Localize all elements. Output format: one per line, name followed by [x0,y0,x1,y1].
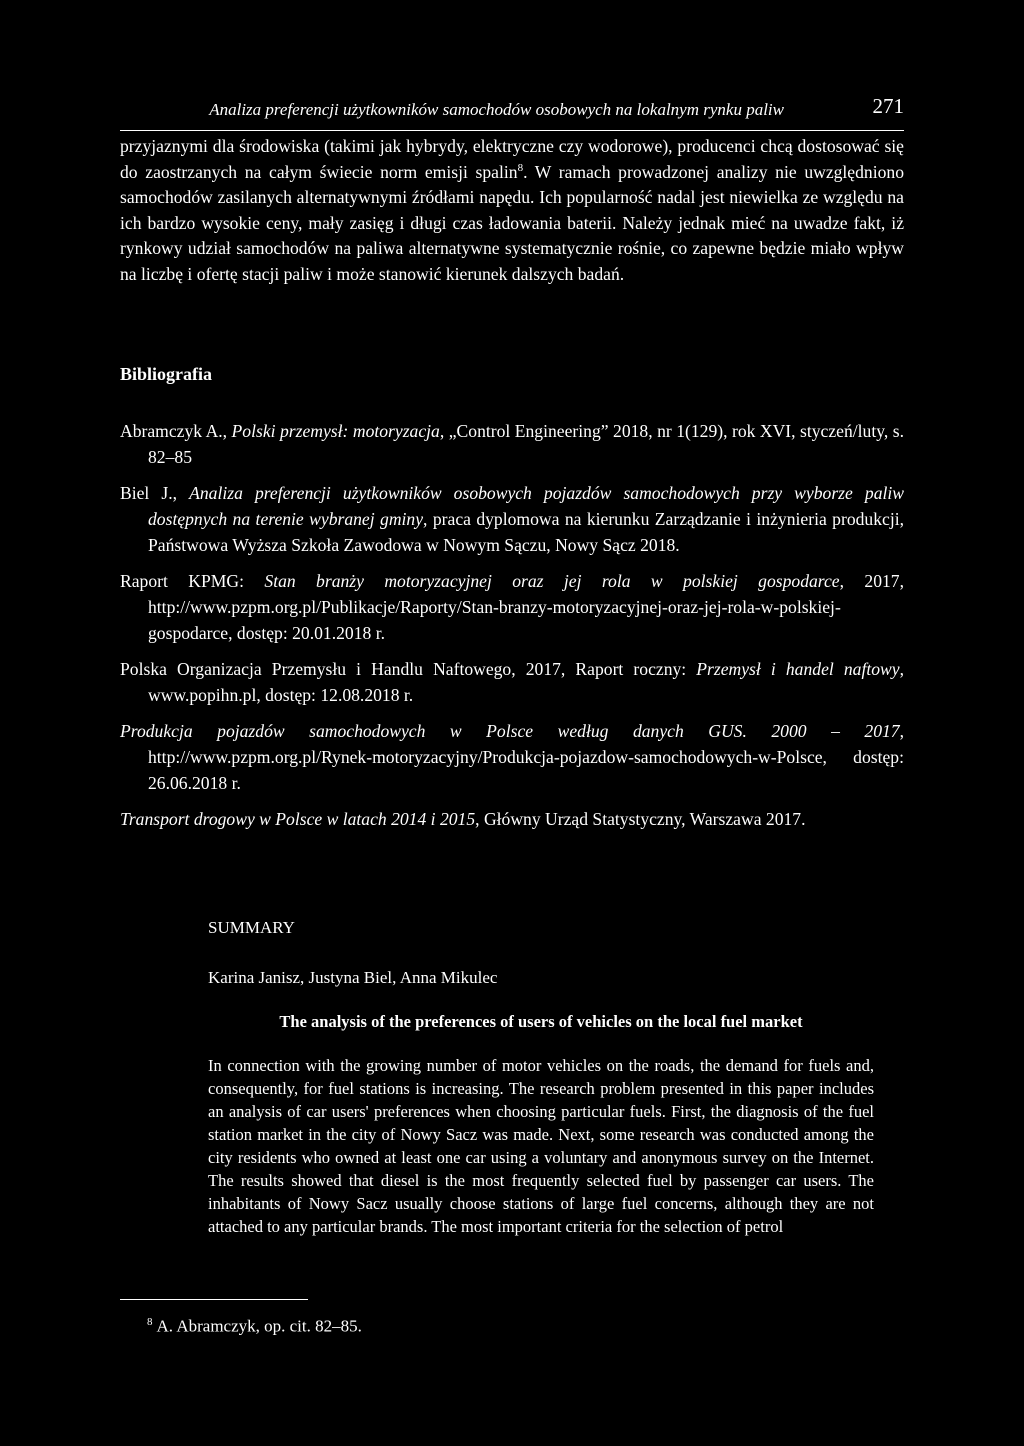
bib-entry-title: Polski przemysł: motoryzacja [231,421,440,441]
bibliography-entry [120,718,904,796]
footnote-reference[interactable]: 8 [517,161,524,174]
bib-entry-details: , www.popihn.pl, dostęp: 12.08.2018 r. [148,659,904,705]
footnote-divider [120,1299,308,1300]
body-paragraph [120,134,904,287]
footnote-number: 8 [147,1316,153,1328]
running-title: Analiza preferencji użytkowników samochodów osobowych na lokalnym rynku paliw [209,100,784,119]
body-text-part2: . W ramach prowadzonej analizy nie uwzględniono samochodów zasilanych alternatywnymi źródłami napędu. Ich popularność nadal jest niewielka ze względu na ich bardzo wysokie ceny, mały zasięg i długi czas ładowania baterii. Należy jednak mieć na uwadze fakt, iż rynkowy udział samochodów na paliwa alternatywne systematycznie rośnie, co zapewne będzie miało wpływ na liczbę i ofertę stacji paliw i może stanowić kierunek dalszych badań. [120,161,904,284]
bibliography-entry [120,806,904,832]
bib-entry-details: , „Control Engineering” 2018, nr 1(129), rok XVI, styczeń/luty, s. 82–85 [148,421,905,467]
bibliography-entry [120,480,904,558]
summary-abstract: In connection with the growing number of motor vehicles on the roads, the demand for fuels and, consequently, for fuel stations is increasing. The research problem presented in this paper includes an analysis of car users' preferences when choosing particular fuels. First, the diagnosis of the fuel station market in the city of Nowy Sacz was made. Next, some research was conducted among the city residents who owned at least one car using a voluntary and anonymous survey on the Internet. The results showed that diesel is the most frequently selected fuel by passenger car users. The inhabitants of Nowy Sacz usually choose stations of large fuel concerns, although they are not attached to any particular brands. The most important criteria for the selection of petrol [208,1056,874,1236]
bib-entry-details: , Główny Urząd Statystyczny, Warszawa 2017. [475,809,806,829]
summary-heading: SUMMARY [208,918,295,937]
bib-entry-title: Przemysł i handel naftowy [696,659,900,679]
bib-entry-author: Raport KPMG: [120,571,265,591]
bib-entry-details: , praca dyplomowa na kierunku Zarządzanie i inżynieria produkcji, Państwowa Wyższa Szkoła Zawodowa w Nowym Sączu, Nowy Sącz 2018. [148,509,904,555]
page-number: 271 [872,94,904,118]
bib-entry-author: Biel J., [120,483,190,503]
bib-entry-author: Polska Organizacja Przemysłu i Handlu Naftowego, 2017, Raport roczny: [120,659,697,679]
bib-entry-title: Transport drogowy w Polsce w latach 2014 i 2015 [120,809,476,829]
footnote [147,1316,362,1337]
page-header [120,96,904,131]
footnote-text: A. Abramczyk, op. cit. 82–85. [156,1316,362,1336]
bib-entry-title: Analiza preferencji użytkowników osobowych pojazdów samochodowych przy wyborze paliw dostępnych na terenie wybranej gminy [148,483,904,529]
summary-title: The analysis of the preferences of users of vehicles on the local fuel market [279,1012,803,1031]
bib-entry-author: Abramczyk A., [120,421,232,441]
bib-entry-title: Stan branży motoryzacyjnej oraz jej rola w polskiej gospodarce [264,571,840,591]
body-text-part1: przyjaznymi dla środowiska (takimi jak hybrydy, elektryczne czy wodorowe), producenci chcą dostosować się do zaostrzanych na całym świecie norm emisji spalin [120,136,904,182]
bibliography-list [120,418,904,842]
bib-entry-details: , 2017, http://www.pzpm.org.pl/Publikacje/Raporty/Stan-branzy-motoryzacyjnej-oraz-jej-rola-w-polskiej-gospodarce, dostęp: 20.01.2018 r. [148,571,904,643]
bib-entry-details: , http://www.pzpm.org.pl/Rynek-motoryzacyjny/Produkcja-pojazdow-samochodowych-w-Polsce, dostęp: 26.06.2018 r. [148,721,904,793]
summary-authors: Karina Janisz, Justyna Biel, Anna Mikulec [208,968,498,987]
bibliography-entry [120,656,904,708]
bibliography-entry [120,418,904,470]
bibliography-entry [120,568,904,646]
bibliography-heading: Bibliografia [120,364,213,384]
bib-entry-title: Produkcja pojazdów samochodowych w Polsce według danych GUS. 2000 – 2017 [120,721,900,741]
